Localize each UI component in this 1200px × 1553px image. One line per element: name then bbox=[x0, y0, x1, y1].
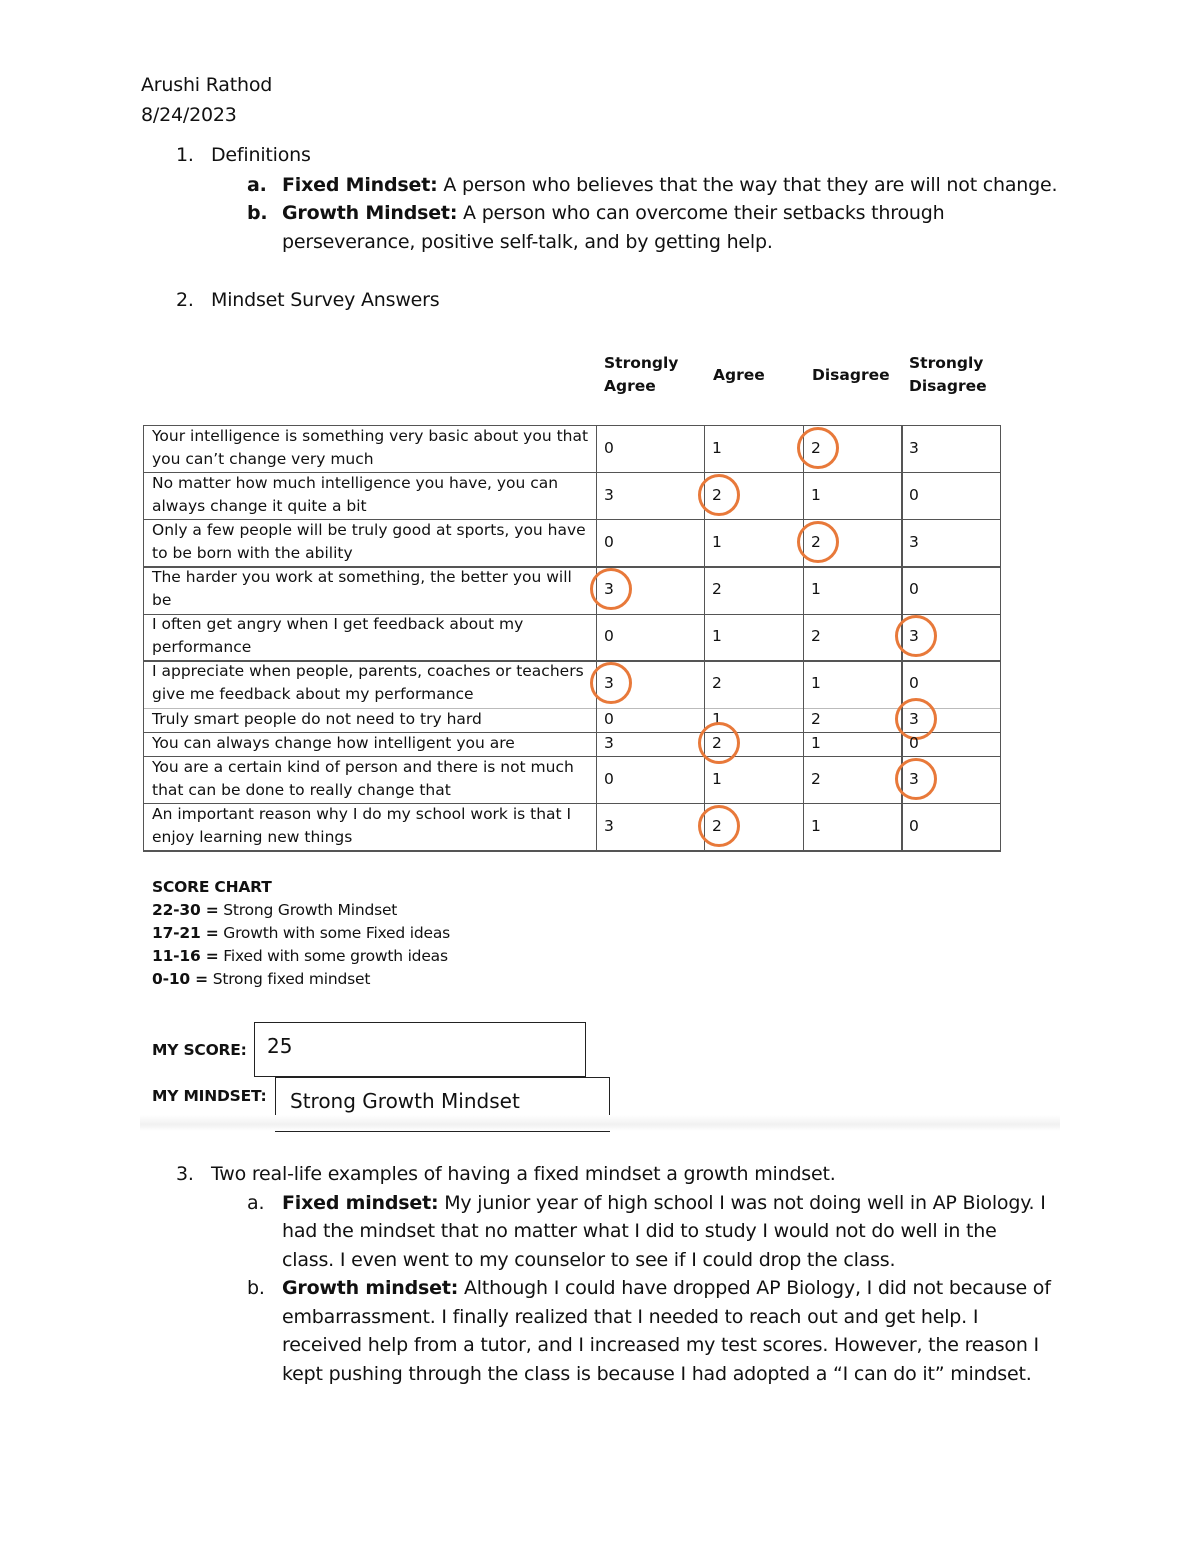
survey-score: 1 bbox=[811, 674, 821, 692]
definition-a-marker: a. bbox=[247, 174, 267, 196]
example-fixed-mindset: Fixed mindset: My junior year of high school I was not doing well in AP Biology. I bbox=[282, 1192, 1046, 1214]
table-rule bbox=[596, 425, 597, 851]
survey-score: 3 bbox=[604, 485, 614, 504]
survey-score: 2 bbox=[712, 485, 722, 504]
section2-title: Mindset Survey Answers bbox=[211, 289, 440, 311]
definition-b-text: A person who can overcome their setbacks through bbox=[457, 202, 945, 224]
table-rule bbox=[143, 850, 1001, 852]
image-edge-shadow bbox=[140, 1115, 1060, 1131]
example-b-marker: b. bbox=[247, 1277, 265, 1299]
example-a-line: class. I even went to my counselor to see if I could drop the class. bbox=[282, 1249, 896, 1271]
survey-question: Only a few people will be truly good at sports, you have to be born with the ability bbox=[152, 520, 586, 562]
survey-score: 0 bbox=[604, 769, 614, 788]
survey-score: 2 bbox=[811, 769, 821, 788]
definition-b-text-line2: perseverance, positive self-talk, and by getting help. bbox=[282, 231, 773, 253]
survey-score: 0 bbox=[909, 674, 919, 692]
example-growth-mindset: Growth mindset: Although I could have dropped AP Biology, I did not because of bbox=[282, 1277, 1051, 1299]
survey-score: 0 bbox=[909, 816, 919, 835]
column-header-strongly-agree: Strongly Agree bbox=[604, 354, 679, 395]
survey-score: 2 bbox=[712, 816, 722, 835]
survey-score: 3 bbox=[909, 532, 919, 551]
score-chart-item: 17-21 = Growth with some Fixed ideas bbox=[152, 924, 451, 942]
my-score-value: 25 bbox=[267, 1034, 293, 1058]
survey-question: An important reason why I do my school work is that I enjoy learning new things bbox=[152, 804, 572, 846]
answer-circle bbox=[797, 427, 839, 469]
example-b-line: embarrassment. I finally realized that I needed to reach out and get help. I bbox=[282, 1306, 979, 1328]
my-mindset-label: MY MINDSET: bbox=[152, 1087, 267, 1105]
survey-score: 1 bbox=[712, 532, 722, 551]
survey-score: 1 bbox=[811, 485, 821, 504]
survey-question: You can always change how intelligent you are bbox=[152, 733, 515, 752]
survey-score: 0 bbox=[909, 734, 919, 752]
survey-question: The harder you work at something, the better you will be bbox=[152, 568, 572, 609]
definition-b-term: Growth Mindset: bbox=[282, 202, 458, 224]
score-chart-item: 11-16 = Fixed with some growth ideas bbox=[152, 947, 448, 965]
table-rule bbox=[1000, 425, 1001, 851]
survey-score: 3 bbox=[604, 580, 614, 598]
survey-score: 3 bbox=[909, 769, 919, 788]
answer-circle bbox=[590, 568, 632, 610]
my-mindset-value: Strong Growth Mindset bbox=[290, 1089, 520, 1113]
answer-circle bbox=[698, 722, 740, 764]
answer-circle bbox=[698, 474, 740, 516]
survey-question: No matter how much intelligence you have, you can always change it quite a bit bbox=[152, 473, 559, 515]
survey-score: 2 bbox=[712, 674, 722, 692]
my-score-box bbox=[254, 1022, 586, 1077]
answer-circle bbox=[895, 615, 937, 657]
definition-a-term: Fixed Mindset: bbox=[282, 174, 438, 196]
survey-score: 3 bbox=[909, 710, 919, 728]
definition-growth-mindset bbox=[282, 199, 944, 228]
survey-question: I often get angry when I get feedback about my performance bbox=[152, 615, 524, 656]
survey-score: 0 bbox=[604, 438, 614, 457]
answer-circle bbox=[590, 662, 632, 704]
survey-score: 3 bbox=[909, 627, 919, 645]
answer-circle bbox=[698, 805, 740, 847]
survey-score: 2 bbox=[811, 532, 821, 551]
table-rule bbox=[143, 425, 144, 851]
survey-score: 0 bbox=[909, 485, 919, 504]
document-date: 8/24/2023 bbox=[141, 104, 237, 126]
survey-score: 3 bbox=[604, 674, 614, 692]
column-header-strongly-disagree: Strongly Disagree bbox=[909, 354, 987, 395]
survey-score: 2 bbox=[811, 438, 821, 457]
survey-score: 2 bbox=[712, 734, 722, 752]
survey-question: Your intelligence is something very basic about you that you can’t change very much bbox=[152, 426, 589, 468]
survey-score: 0 bbox=[604, 710, 614, 728]
survey-score: 1 bbox=[811, 580, 821, 598]
score-chart-title: SCORE CHART bbox=[152, 878, 272, 896]
definition-b-marker: b. bbox=[247, 202, 268, 224]
survey-score: 0 bbox=[604, 532, 614, 551]
survey-score: 1 bbox=[811, 816, 821, 835]
example-b-line: received help from a tutor, and I increased my test scores. However, the reason I bbox=[282, 1334, 1039, 1356]
survey-score: 1 bbox=[811, 734, 821, 752]
example-a-line: had the mindset that no matter what I did to study I would not do well in the bbox=[282, 1220, 997, 1242]
survey-score: 1 bbox=[712, 438, 722, 457]
example-b-line: kept pushing through the class is because I had adopted a “I can do it” mindset. bbox=[282, 1363, 1032, 1385]
survey-question: I appreciate when people, parents, coaches or teachers give me feedback about my performance bbox=[152, 662, 584, 703]
author-name: Arushi Rathod bbox=[141, 74, 273, 96]
survey-score: 3 bbox=[909, 438, 919, 457]
survey-score: 1 bbox=[712, 769, 722, 788]
score-chart-item: 22-30 = Strong Growth Mindset bbox=[152, 901, 398, 919]
survey-score: 2 bbox=[712, 580, 722, 598]
column-header-disagree: Disagree bbox=[812, 366, 890, 384]
survey-score: 1 bbox=[712, 627, 722, 645]
section3-title: Two real-life examples of having a fixed mindset a growth mindset. bbox=[211, 1163, 836, 1185]
survey-question: Truly smart people do not need to try hard bbox=[152, 709, 482, 728]
section1-title: Definitions bbox=[211, 144, 311, 166]
survey-score: 2 bbox=[811, 710, 821, 728]
survey-score: 3 bbox=[604, 816, 614, 835]
section3-number: 3. bbox=[176, 1163, 194, 1185]
definition-a-text: A person who believes that the way that they are will not change. bbox=[437, 174, 1058, 196]
survey-question: You are a certain kind of person and there is not much that can be done to really change that bbox=[152, 757, 574, 799]
survey-score: 0 bbox=[604, 627, 614, 645]
answer-circle bbox=[797, 521, 839, 563]
my-score-label: MY SCORE: bbox=[152, 1041, 247, 1059]
example-a-marker: a. bbox=[247, 1192, 265, 1214]
definition-fixed-mindset bbox=[282, 171, 1057, 200]
section2-number: 2. bbox=[176, 289, 194, 311]
survey-score: 3 bbox=[604, 734, 614, 752]
score-chart-item: 0-10 = Strong fixed mindset bbox=[152, 970, 371, 988]
survey-score: 1 bbox=[712, 710, 722, 728]
section1-number: 1. bbox=[176, 144, 194, 166]
answer-circle bbox=[895, 758, 937, 800]
table-rule bbox=[803, 425, 804, 851]
survey-score: 0 bbox=[909, 580, 919, 598]
survey-score: 2 bbox=[811, 627, 821, 645]
column-header-agree: Agree bbox=[713, 366, 765, 384]
